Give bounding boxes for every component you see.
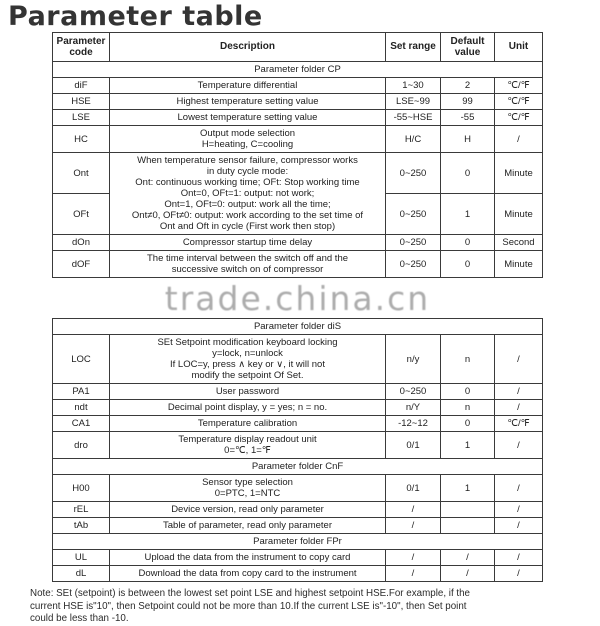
table-row (53, 153, 543, 194)
note-line: Note: SEt (setpoint) is between the lowest set point LSE and highest setpoint HSE.For example, if the (30, 588, 471, 599)
table-row (53, 416, 543, 432)
description-line: Ont: continuous working time; OFt: Stop working time (135, 177, 360, 188)
table-row (53, 502, 543, 518)
description-line: Output mode selection (199, 128, 296, 139)
description-line: y=lock, n=unlock (212, 348, 283, 359)
param-code-cell: HSE (53, 94, 110, 110)
description-cell (110, 335, 386, 384)
description-cell (110, 432, 386, 459)
description-line: Temperature calibration (197, 418, 298, 429)
section-header: Parameter folder diS (53, 319, 543, 335)
set-range-cell: 0~250 (386, 251, 441, 278)
description-line: When temperature sensor failure, compressor works (137, 155, 358, 166)
description-line: Ont=1, OFt=0: output: work all the time; (164, 199, 331, 210)
default-value-cell: n (441, 335, 495, 384)
description-line: Ont≠0, OFt≠0: output: work according to the set time of (131, 210, 364, 221)
description-line: SEt Setpoint modification keyboard locking (157, 337, 338, 348)
description-cell (110, 475, 386, 502)
set-range-cell: H/C (386, 126, 441, 153)
description-line: in duty cycle mode: (206, 166, 289, 177)
unit-cell: / (495, 475, 543, 502)
param-code-cell: dOn (53, 235, 110, 251)
unit-cell: ℃/℉ (495, 416, 543, 432)
param-code-cell: HC (53, 126, 110, 153)
description-cell (110, 518, 386, 534)
unit-cell: Second (495, 235, 543, 251)
description-cell (110, 251, 386, 278)
unit-cell: ℃/℉ (495, 110, 543, 126)
column-header-description: Description (110, 33, 386, 62)
description-cell (110, 235, 386, 251)
set-range-cell: 0/1 (386, 432, 441, 459)
default-value-cell: 99 (441, 94, 495, 110)
watermark-band (53, 278, 543, 319)
description-cell (110, 416, 386, 432)
description-cell (110, 550, 386, 566)
description-line: Ont and Oft in cycle (First work then stop) (159, 221, 336, 232)
default-value-cell: 2 (441, 78, 495, 94)
description-cell (110, 94, 386, 110)
description-cell (110, 502, 386, 518)
description-cell (110, 153, 386, 235)
header-row (53, 33, 543, 62)
section-row (53, 319, 543, 335)
set-range-cell: LSE~99 (386, 94, 441, 110)
table-row (53, 126, 543, 153)
section-header: Parameter folder FPr (53, 534, 543, 550)
param-code-cell: LOC (53, 335, 110, 384)
param-code-cell: diF (53, 78, 110, 94)
description-line: Decimal point display, y = yes; n = no. (167, 402, 328, 413)
set-range-cell: 1~30 (386, 78, 441, 94)
description-cell (110, 110, 386, 126)
table-row (53, 475, 543, 502)
unit-cell: ℃/℉ (495, 94, 543, 110)
description-line: Temperature differential (197, 80, 298, 91)
description-line: The time interval between the switch off and the (146, 253, 349, 264)
param-code-cell: CA1 (53, 416, 110, 432)
table-row (53, 94, 543, 110)
set-range-cell: 0~250 (386, 194, 441, 235)
default-value-cell: 1 (441, 194, 495, 235)
unit-cell: / (495, 502, 543, 518)
section-row (53, 459, 543, 475)
unit-cell: / (495, 400, 543, 416)
table-row (53, 384, 543, 400)
column-header-parameter-code: Parameter code (53, 33, 110, 62)
description-line: Lowest temperature setting value (177, 112, 318, 123)
param-code-cell: OFt (53, 194, 110, 235)
table-row (53, 566, 543, 582)
default-value-cell: H (441, 126, 495, 153)
description-line: modify the setpoint Of Set. (191, 370, 304, 381)
default-value-cell: 0 (441, 153, 495, 194)
table-row (53, 432, 543, 459)
param-code-cell: dL (53, 566, 110, 582)
param-code-cell: LSE (53, 110, 110, 126)
description-line: 0=PTC, 1=NTC (214, 488, 281, 499)
table-row (53, 78, 543, 94)
description-line: User password (215, 386, 280, 397)
section-row (53, 534, 543, 550)
note-line: could be less than -10. (30, 613, 129, 624)
param-code-cell: ndt (53, 400, 110, 416)
description-line: H=heating, C=cooling (201, 139, 294, 150)
set-range-cell: n/Y (386, 400, 441, 416)
description-line: Compressor startup time delay (182, 237, 313, 248)
unit-cell: / (495, 518, 543, 534)
set-range-cell: 0~250 (386, 235, 441, 251)
param-code-cell: Ont (53, 153, 110, 194)
param-code-cell: rEL (53, 502, 110, 518)
unit-cell: / (495, 384, 543, 400)
description-line: Highest temperature setting value (176, 96, 319, 107)
table-body (53, 62, 543, 582)
default-value-cell: -55 (441, 110, 495, 126)
default-value-cell: 0 (441, 235, 495, 251)
default-value-cell: n (441, 400, 495, 416)
column-header-default-value: Default value (441, 33, 495, 62)
default-value-cell: 1 (441, 475, 495, 502)
description-line: Device version, read only parameter (171, 504, 324, 515)
watermark-text: trade.china.cn (164, 279, 431, 318)
description-cell (110, 400, 386, 416)
parameter-table (52, 32, 543, 582)
table-row (53, 550, 543, 566)
default-value-cell: 1 (441, 432, 495, 459)
table-header (53, 33, 543, 62)
table-row (53, 251, 543, 278)
param-code-cell: tAb (53, 518, 110, 534)
note-text (30, 588, 586, 626)
unit-cell: / (495, 126, 543, 153)
description-line: Download the data from copy card to the instrument (138, 568, 357, 579)
description-line: Upload the data from the instrument to copy card (144, 552, 351, 563)
description-line: Ont=0, OFt=1: output: not work; (180, 188, 315, 199)
param-code-cell: dOF (53, 251, 110, 278)
description-line: 0=℃, 1=℉ (224, 445, 271, 456)
description-cell (110, 566, 386, 582)
description-line: Table of parameter, read only parameter (163, 520, 332, 531)
table-row (53, 335, 543, 384)
unit-cell: / (495, 550, 543, 566)
default-value-cell: / (441, 550, 495, 566)
column-header-unit: Unit (495, 33, 543, 62)
default-value-cell (441, 502, 495, 518)
unit-cell: ℃/℉ (495, 78, 543, 94)
default-value-cell: 0 (441, 384, 495, 400)
section-row (53, 62, 543, 78)
set-range-cell: / (386, 502, 441, 518)
description-line: Sensor type selection (202, 477, 293, 488)
unit-cell: / (495, 566, 543, 582)
description-line: successive switch on of compressor (171, 264, 324, 275)
unit-cell: / (495, 432, 543, 459)
unit-cell: Minute (495, 251, 543, 278)
default-value-cell (441, 518, 495, 534)
set-range-cell: 0/1 (386, 475, 441, 502)
section-header: Parameter folder CP (53, 62, 543, 78)
set-range-cell: -12~12 (386, 416, 441, 432)
table-row (53, 518, 543, 534)
set-range-cell: -55~HSE (386, 110, 441, 126)
param-code-cell: dro (53, 432, 110, 459)
description-cell (110, 126, 386, 153)
default-value-cell: 0 (441, 251, 495, 278)
watermark-row (53, 278, 543, 319)
description-line: Temperature display readout unit (178, 434, 317, 445)
param-code-cell: H00 (53, 475, 110, 502)
table-row (53, 110, 543, 126)
description-cell (110, 78, 386, 94)
param-code-cell: UL (53, 550, 110, 566)
table-row (53, 235, 543, 251)
set-range-cell: / (386, 550, 441, 566)
table-row (53, 400, 543, 416)
page-title: Parameter table (8, 1, 263, 32)
description-line: If LOC=y, press ∧ key or ∨, it will not (170, 359, 325, 370)
section-header: Parameter folder CnF (53, 459, 543, 475)
set-range-cell: 0~250 (386, 153, 441, 194)
set-range-cell: n/y (386, 335, 441, 384)
default-value-cell: 0 (441, 416, 495, 432)
column-header-set-range: Set range (386, 33, 441, 62)
set-range-cell: 0~250 (386, 384, 441, 400)
param-code-cell: PA1 (53, 384, 110, 400)
set-range-cell: / (386, 518, 441, 534)
unit-cell: / (495, 335, 543, 384)
set-range-cell: / (386, 566, 441, 582)
note-line: current HSE is"10", then Setpoint could not be more than 10.If the current LSE is"-10", then Set point (30, 600, 467, 612)
unit-cell: Minute (495, 194, 543, 235)
unit-cell: Minute (495, 153, 543, 194)
default-value-cell: / (441, 566, 495, 582)
description-cell (110, 384, 386, 400)
